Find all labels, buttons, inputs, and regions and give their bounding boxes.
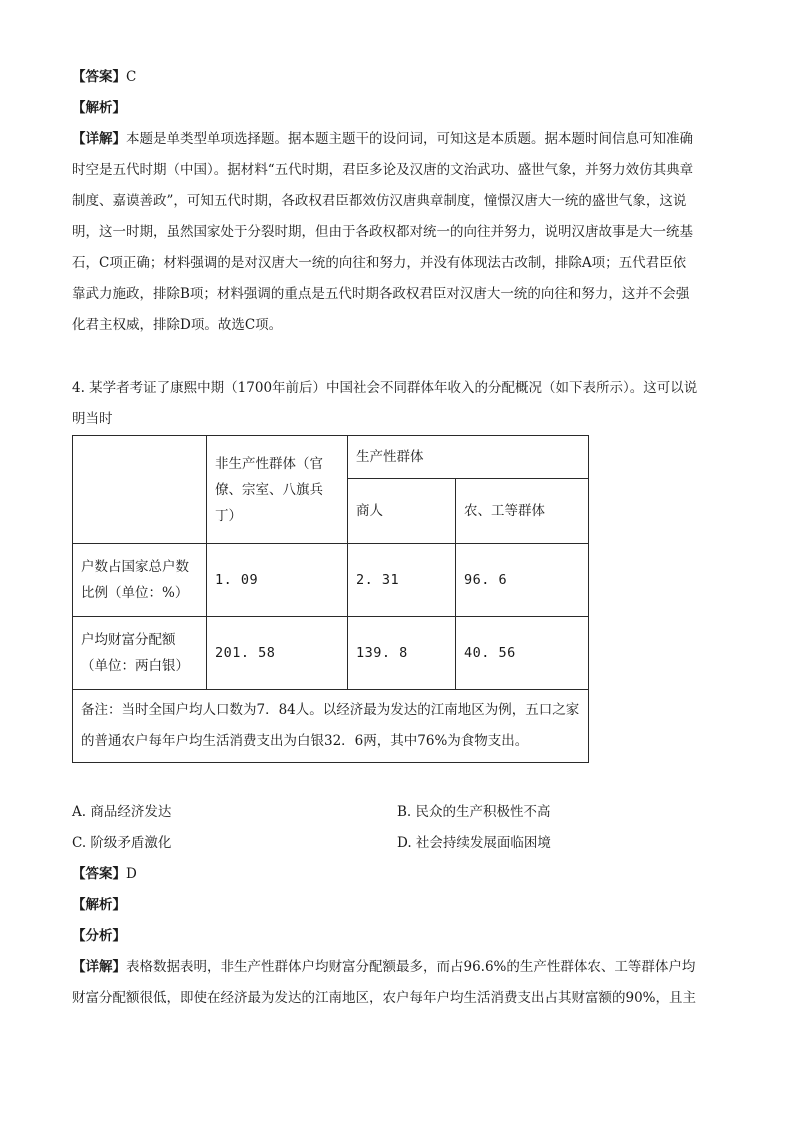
q4-analysis-label: 【解析】 [72,897,126,913]
q3-detail-line-1 [72,129,722,149]
row2-merchant-value: 139. 8 [348,617,456,690]
q3-detail-line-2: 时空是五代时期（中国）。据材料“五代时期，君臣多论及汉唐的文治武功、盛世气象，并努力效仿其典章 [72,162,694,178]
q3-detail-line-3: 制度、嘉谟善政”，可知五代时期，各政权君臣都效仿汉唐典章制度，憧憬汉唐大一统的盛世气象，这说 [72,193,687,209]
row1-merchant-value: 2. 31 [348,544,456,617]
q4-stem-line-2: 明当时 [72,411,113,427]
q3-answer-value: C [126,69,137,85]
q4-detail-line-2: 财富分配额很低，即使在经济最为发达的江南地区，农户每年户均生活消费支出占其财富额的90%，且主 [72,990,697,1006]
q3-detail-line-6: 靠武力施政，排除B项；材料强调的重点是五代时期各政权君臣对汉唐大一统的向往和努力，这并不会强 [72,286,690,302]
q3-answer-label: 【答案】 [72,69,126,85]
prod-header: 生产性群体 [348,436,589,479]
merchant-header: 商人 [348,479,456,544]
table-note: 备注：当时全国户均人口数为7．84人。以经济最为发达的江南地区为例，五口之家的普通农户每年户均生活消费支出为白银32．6两，其中76%为食物支出。 [73,690,589,763]
row2-nonprod-value: 201. 58 [207,617,348,690]
option-c[interactable]: C. 阶级矛盾激化 [72,835,172,851]
q3-detail-line-7: 化君主权威，排除D项。故选C项。 [72,317,283,333]
table-corner-cell [73,436,207,544]
q4-answer-value: D [126,866,137,882]
row1-nonprod-value: 1. 09 [207,544,348,617]
row2-farmer-value: 40. 56 [456,617,589,690]
row2-label: 户均财富分配额（单位：两白银） [73,617,207,690]
q4-detail-text-1: 表格数据表明，非生产性群体户均财富分配额最多，而占96.6%的生产性群体农、工等群体户均 [126,959,696,975]
q4-stem-line-1: 4. 某学者考证了康熙中期（1700年前后）中国社会不同群体年收入的分配概况（如下表所示）。这可以说 [72,380,698,396]
nonprod-header: 非生产性群体（官僚、宗室、八旗兵丁） [207,436,348,544]
q4-answer-line [72,864,722,884]
q3-detail-text-1: 本题是单类型单项选择题。据本题主题干的设问词，可知这是本质题。据本题时间信息可知准确 [126,131,693,147]
q3-detail-line-4: 明，这一时期，虽然国家处于分裂时期，但由于各政权都对统一的向往并努力，说明汉唐故事是大一统基 [72,224,693,240]
q3-answer-line [72,67,722,87]
farmer-header: 农、工等群体 [456,479,589,544]
income-distribution-table [72,435,589,763]
q4-detail-line-1 [72,957,722,977]
q3-analysis-label: 【解析】 [72,100,126,116]
q4-detail-label: 【详解】 [72,959,126,975]
q3-detail-line-5: 石，C项正确；材料强调的是对汉唐大一统的向往和努力，并没有体现法古改制，排除A项；五代君臣依 [72,255,687,271]
q3-detail-label: 【详解】 [72,131,126,147]
option-b[interactable]: B. 民众的生产积极性不高 [397,804,551,820]
q4-answer-label: 【答案】 [72,866,126,882]
option-a[interactable]: A. 商品经济发达 [72,804,172,820]
row1-farmer-value: 96. 6 [456,544,589,617]
row1-label: 户数占国家总户数比例（单位：%） [73,544,207,617]
q4-fenxi-label: 【分析】 [72,928,126,944]
option-d[interactable]: D. 社会持续发展面临困境 [397,835,551,851]
